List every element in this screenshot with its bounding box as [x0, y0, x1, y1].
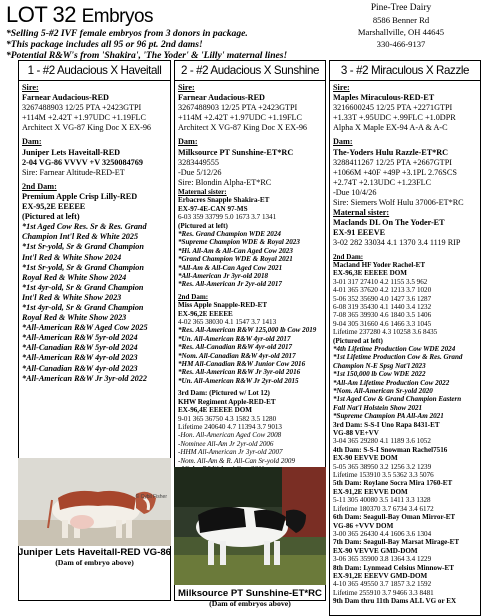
pedigree-line: EX-95,2E EEEEE	[22, 202, 86, 212]
pedigree-line: -Due 10/4/26	[333, 187, 377, 197]
pedigree-line: *All-American R&W 5yr-old 2024	[22, 333, 138, 343]
pedigree-line: 7-08 365 39930 4.6 1840 3.5 1406	[333, 311, 432, 320]
pedigree-line: *Nom. All-American Sr-yold 2020	[333, 387, 433, 395]
pedigree-line: Sire:	[178, 83, 195, 92]
pedigree-line: 4-10 365 49550 3.7 1857 3.2 1592	[333, 580, 432, 589]
package-note-1: *Selling 5-#2 IVF female embryos from 3 donors in package.	[6, 28, 248, 39]
pedigree-line: 3-01 317 27410 4.2 1155 3.5 962	[333, 277, 428, 286]
pedigree-line: (Pictured at left)	[178, 221, 228, 230]
pedigree-line: Sire:	[22, 83, 39, 92]
pedigree-line: EX-96,3E EEEEE DOM	[333, 269, 407, 278]
pedigree-line: VG-86 +VVV DOM	[333, 521, 394, 530]
pedigree-line: +2.74T +2.13UDC +1.23FLC	[333, 177, 432, 187]
pedigree-line: Int'l Red & White Show 2023	[22, 292, 122, 302]
pedigree-line: *All-American R&W 4yr-old 2023	[22, 353, 138, 363]
pedigree-line: Maternal sister:	[178, 187, 227, 196]
pedigree-line: *Un. All-American R&W Jr 2yr-old 2015	[178, 376, 299, 385]
pedigree-line: Farnear Audacious-RED	[22, 93, 109, 103]
pedigree-line: 6th Dam: Seagull-Bay Oman Mirror-ET	[333, 513, 456, 522]
pedigree-line: -Due 5/12/26	[178, 167, 222, 177]
pedigree-line: EX-91,2E EEEVV GMD-DOM	[333, 571, 428, 580]
pedigree-line: Sire:	[333, 83, 350, 92]
pedigree-line: *Grand Champion WDE & Royal 2021	[178, 255, 293, 264]
pedigree-line: +114M +2.42T +1.97UDC +1.19FLC	[22, 113, 147, 123]
photo-caption-1-title: Juniper Lets Haveitall-RED VG-86	[17, 547, 171, 558]
pedigree-line: Farnear Audacious-RED	[178, 93, 265, 103]
pedigree-line: *4th Lifetime Production Cow WDE 2024	[333, 344, 456, 353]
pedigree-line: 3-02 282 33034 4.1 1370 3.4 1119 RIP	[333, 238, 461, 248]
pedigree-line: Champion N-E Spsg Nat'l 2023	[333, 361, 426, 370]
embryo-column-3	[329, 60, 481, 616]
consignor-name: Pine-Tree Dairy	[370, 3, 432, 13]
pedigree-line: 6-08 319 35430 4.1 1440 3.4 1232	[333, 302, 432, 311]
pedigree-line: *1st 4yr-old, Sr & Grand Champion	[22, 302, 144, 312]
pedigree-line: 5-11 305 40080 3.5 1411 3.3 1328	[333, 496, 431, 505]
pedigree-line: 3283449555	[178, 157, 219, 167]
pedigree-line: 7th Dam: Seagull-Bay Marsat Mirage-ET	[333, 538, 460, 547]
pedigree-line: Sire: Farnear Altitude-RED-ET	[22, 167, 125, 177]
pedigree-line: Dam:	[22, 137, 42, 147]
pedigree-line: *All-American R&W Jr 3yr-old 2022	[22, 373, 147, 383]
pedigree-line: EX-97-4E-CAN 97-MS	[178, 204, 248, 213]
pedigree-line: 9th Dam thru 11th Dams ALL VG or EX	[333, 597, 457, 606]
pedigree-line: 3216600245 12/25 PTA +2271GTPI	[333, 103, 453, 113]
pedigree-line: EX-90 EEVVE DOM	[333, 454, 398, 463]
pedigree-line: Champion Int'l Red & White 2025	[22, 232, 139, 242]
pedigree-line: Milksource PT Sunshine-ET*RC	[178, 147, 294, 157]
pedigree-line: 3rd Dam: S-S-I Uno Rapa 8431-ET	[333, 420, 440, 429]
pedigree-line: 2nd Dam:	[333, 252, 364, 261]
pedigree-line: *Res. Grand Champion WDE 2024	[178, 229, 281, 238]
pedigree-line: Maples Miraculous-RED-ET	[333, 93, 435, 103]
pedigree-line: Lifetime 180370 3.7 6734 3.4 6172	[333, 504, 434, 513]
pedigree-line: -Nominee All-Am Jr 2yr-old 2006	[178, 439, 274, 448]
pedigree-line: +114M +2.42T +1.97UDC +1.19FLC	[178, 113, 303, 123]
pedigree-line: (Pictured at left)	[22, 212, 80, 222]
pedigree-line: Alpha X Maple EX-94 A-A & A-C	[333, 123, 448, 133]
pedigree-line: *1st Lifetime Production Cow & Res. Grand	[333, 353, 463, 362]
photo-caption-2-title: Milksource PT Sunshine-ET*RC	[178, 588, 322, 599]
photo-watermark: © Cybil Fisher	[135, 494, 167, 500]
pedigree-line: (Pictured at left)	[333, 336, 383, 345]
pedigree-line: *All-American Jr 3yr-old 2018	[178, 272, 269, 280]
pedigree-line: 2nd Dam:	[22, 181, 57, 191]
pedigree-line: Lifetime 237280 4.3 10258 3.6 8435	[333, 328, 438, 337]
package-note-2: *This package includes all 95 or 96 pt. 2nd dams!	[6, 39, 203, 50]
pedigree-line: Erbacres Snapple Shakira-ET	[178, 196, 270, 205]
pedigree-line: EX-91,2E EEVVE DOM	[333, 487, 408, 496]
pedigree-line: *1st Sr-yold, Sr & Grand Champion	[22, 262, 144, 272]
pedigree-line: Lifetime 255910 3.7 9466 3.3 8481	[333, 588, 434, 597]
consignor-box	[322, 2, 480, 50]
column-2-title: 2 - #2 Audacious X Sunshine	[175, 61, 325, 81]
pedigree-line: Sire: Siemers Wolf Hulu 37006-ET*RC	[333, 198, 464, 208]
pedigree-line: *All-Canadian R&W 4yr-old 2023	[22, 363, 138, 373]
pedigree-line: Miss Apple Snapple-RED-ET	[178, 301, 268, 310]
dam-photo-sunshine	[174, 467, 326, 585]
pedigree-line: Royal Red & White Show 2023	[22, 313, 127, 323]
pedigree-line: 3267488903 12/25 PTA +2423GTPI	[178, 103, 298, 113]
pedigree-line: *All-American R&W Aged Cow 2025	[22, 323, 148, 333]
pedigree-line: *1st 150,000 lb Cow WDE 2022	[333, 370, 426, 379]
pedigree-line: *HM All-Canadian R&W Junior Cow 2016	[178, 360, 306, 369]
pedigree-line: Sire: Blondin Alpha-ET*RC	[178, 177, 272, 187]
column-1-title: 1 - #2 Audacious X Haveitall	[19, 61, 170, 81]
pedigree-line: 4-01 365 37620 4.2 1213 3.7 1020	[333, 286, 432, 295]
pedigree-line: EX-96,4E EEEEE DOM	[178, 406, 252, 415]
package-note-3: *Potential R&W's from 'Shakira', 'The Yoder' & 'Lilly' maternal lines!	[6, 50, 288, 61]
pedigree-line: *Res. All-American R&W Jr 3yr-old 2016	[178, 368, 301, 377]
photo-caption-2	[174, 588, 326, 608]
pedigree-line: VG-88 VE+VV	[333, 429, 379, 438]
pedigree-line: KHW Regiment Apple-RED-ET	[178, 397, 276, 406]
pedigree-line: *Supreme Champion WDE & Royal 2023	[178, 238, 300, 247]
pedigree-line: *Supreme Champion PA All-Am 2021	[333, 412, 444, 421]
pedigree-line: Architect X VG-87 King Doc X EX-96	[178, 123, 308, 133]
pedigree-line: 5th Dam: Roylane Socra Mira 1760-ET	[333, 479, 453, 488]
pedigree-line: Fall Nat'l Holstein Show 2021	[333, 403, 423, 412]
pedigree-line: 3rd Dam: (Pictured w/ Lot 12)	[178, 389, 270, 398]
pedigree-line: 3-06 365 35900 3.8 1364 3.4 1229	[333, 555, 432, 564]
column-1-pedigree	[19, 81, 170, 384]
pedigree-line: 4-02 365 38030 4.1 1547 3.7 1413	[178, 318, 277, 327]
pedigree-line: *All-Am Lifetime Production Cow 2022	[333, 378, 450, 387]
pedigree-line: *1st 4yr-old, Sr & Grand Champion	[22, 282, 144, 292]
pedigree-line: *1st Aged Cow & Grand Champion Eastern	[333, 395, 462, 404]
column-3-pedigree	[330, 81, 480, 606]
pedigree-line: +1.33T +.95UDC +.99FLC +1.0DPR	[333, 113, 456, 123]
consignor-address: 8586 Benner Rd	[372, 15, 430, 25]
pedigree-line: 3288411267 12/25 PTA +2667GTPI	[333, 157, 452, 167]
pedigree-line: *Res. All-American Jr 2yr-old 2017	[178, 280, 282, 289]
pedigree-line: 8th Dam: Lynmead Celsius Minnow-ET	[333, 563, 455, 572]
pedigree-line: Macland HF Yoder Rachel-ET	[333, 260, 426, 269]
pedigree-line: Dam:	[333, 137, 353, 147]
pedigree-line: 6-03 359 33799 5.0 1673 3.7 1341	[178, 213, 277, 222]
pedigree-line: 9-01 365 36750 4.3 1582 3.5 1280	[178, 414, 277, 423]
pedigree-line: *Res. All-Canadian R&W 4yr-old 2017	[178, 343, 293, 352]
pedigree-line: 4th Dam: S-S-I Snowman Rachel7516	[333, 445, 448, 454]
consignor-city: Marshallville, OH 44645	[357, 27, 445, 37]
pedigree-line: Maternal sister:	[333, 208, 390, 218]
pedigree-line: Architect X VG-87 King Doc X EX-96	[22, 123, 152, 133]
pedigree-line: -HHM All-American Jr 3yr-old 2007	[178, 448, 283, 457]
pedigree-line: Maclands DL On The Yoder-ET	[333, 218, 445, 228]
pedigree-line: 5-05 365 38950 3.2 1256 3.2 1239	[333, 462, 432, 471]
pedigree-line: +1066M +40F +49P +3.1PL 2.76SCS	[333, 167, 457, 177]
pedigree-line: *Un. All-American R&W 4yr-old 2017	[178, 334, 291, 343]
pedigree-line: *All-Am & All-Can Aged Cow 2021	[178, 263, 283, 272]
pedigree-line: *All-Canadian R&W 5yr-old 2024	[22, 343, 138, 353]
pedigree-line: -Nom. All-Am & R. All-Can Sr-yold 2009	[178, 456, 296, 465]
pedigree-line: 9-04 305 31660 4.6 1466 3.3 1045	[333, 319, 432, 328]
dam-photo-haveitall	[18, 458, 171, 546]
pedigree-line: *Nom. All-Canadian R&W 4yr-old 2017	[178, 351, 296, 360]
pedigree-line: 3267488903 12/25 PTA +2423GTPI	[22, 103, 142, 113]
pedigree-line: EX-90 VEVVE GMD-DOM	[333, 546, 418, 555]
pedigree-line: Lifetime 240640 4.7 11394 3.7 9013	[178, 422, 282, 431]
column-2-pedigree	[175, 81, 325, 524]
pedigree-line: *Res. All-American R&W 125,000 lb Cow 2019	[178, 326, 317, 335]
pedigree-line: Dam:	[178, 137, 198, 147]
pedigree-line: The-Yoders Hulu Razzle-ET*RC	[333, 147, 449, 157]
pedigree-line: 3-00 365 26430 4.4 1606 3.6 1304	[333, 529, 432, 538]
pedigree-line: 2-04 VG-86 VVVV +V 3250084769	[22, 157, 143, 167]
pedigree-line: *Hi. All-Am & All-Can Aged Cow 2023	[178, 246, 293, 255]
pedigree-line: Premium Apple Crisp Lilly-RED	[22, 191, 138, 201]
photo-caption-1	[14, 547, 175, 567]
pedigree-line: Int'l Red & White Show 2024	[22, 252, 122, 262]
pedigree-line: 3-04 365 29280 4.1 1189 3.6 1052	[333, 437, 431, 446]
pedigree-line: *1st Sr-yold, Sr & Grand Champion	[22, 242, 144, 252]
pedigree-line: 5-06 352 35690 4.0 1427 3.6 1287	[333, 294, 432, 303]
column-3-title: 3 - #2 Miraculous X Razzle	[330, 61, 480, 81]
pedigree-line: EX-96,2E EEEEE	[178, 309, 233, 318]
pedigree-line: Royal Red & White Show 2024	[22, 272, 127, 282]
pedigree-line: EX-91 EEEVE	[333, 228, 386, 238]
consignor-phone: 330-466-9137	[376, 39, 426, 49]
pedigree-line: 2nd Dam:	[178, 292, 209, 301]
photo-caption-1-sub: (Dam of embryo above)	[55, 558, 134, 567]
pedigree-line: *1st Aged Cow Res. Sr & Res. Grand	[22, 222, 147, 232]
pedigree-line: Lifetime 153910 3.5 5362 3.3 5076	[333, 471, 434, 480]
lot-title: LOT 32 Embryos	[6, 2, 154, 27]
pedigree-line: Juniper Lets Haveitall-RED	[22, 147, 121, 157]
photo-caption-2-sub: (Dam of embryos above)	[209, 599, 291, 608]
pedigree-line: -Hon. All-American Aged Cow 2008	[178, 431, 282, 440]
